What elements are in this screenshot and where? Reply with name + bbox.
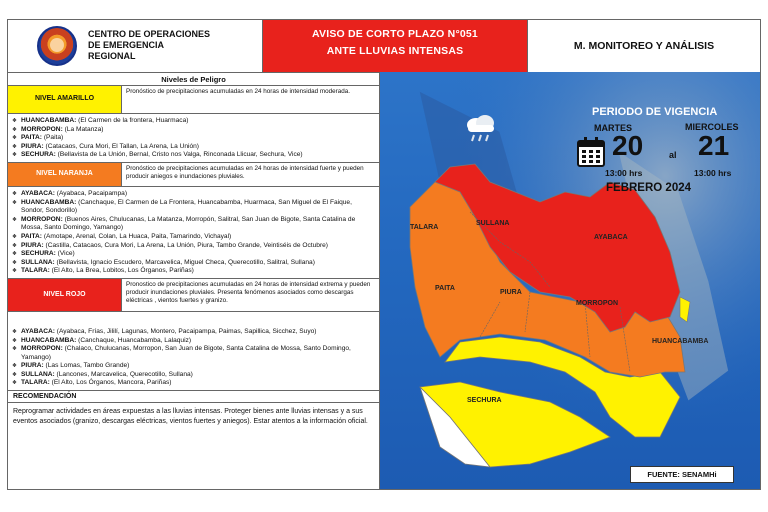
list-item [12,190,375,199]
map-label-piura: PIURA [500,289,522,296]
list-item [12,233,375,242]
start-time: 13:00 hrs [605,168,643,178]
district-list: (Ayabaca, Pacaipampa) [54,189,128,197]
district-list: (Canchaque, El Carmen de La Frontera, Huancabamba, Huarmaca, San Miguel de El Faique, Sondor, Sondorillo) [21,198,352,215]
list-item [12,242,375,251]
alert-subject: ANTE LLUVIAS INTENSAS [326,45,464,57]
orange-locations [8,187,379,278]
level-yellow-name: NIVEL AMARILLO [8,86,122,113]
district-list: (El Carmen de la frontera, Huarmaca) [76,117,189,124]
level-red-description: Pronostico de precipitaciones acumuladas en 24 horas de intensidad extrema y pueden producir inundaciones pluviales. Presenta fenómenos asociados como descargas eléctricas , vientos fuertes y granizo. [122,279,379,311]
district-list: (Vice) [55,250,75,258]
map-zone-yellow-east [680,297,690,322]
province-name: SECHURA: [21,151,56,159]
district-list: (Lancones, Marcavelica, Querecotillo, Sullana) [54,370,193,378]
province-name: TALARA: [21,379,50,387]
level-orange [8,162,379,187]
organization-name [88,29,258,62]
province-name: HUANCABAMBA: [21,198,77,206]
district-list: (Canchaque, Huancabamba, Lalaquiz) [76,336,192,344]
alert-bulletin [7,19,761,490]
district-list: (El Alto, Los Órganos, Mancora, Pariñas) [49,379,172,387]
list-item [12,117,375,126]
start-day-name: MARTES [594,123,632,133]
district-list: (Bellavista, Ignacio Escudero, Marcavelica, Miguel Checa, Querecotillo, Salitral, Sullana) [54,258,315,266]
district-list: (Ayabaca, Frías, Jililí, Lagunas, Montero, Pacaipampa, Paimas, Sapillica, Sicchez, Suyo) [54,327,317,335]
province-name: PAITA: [21,232,42,240]
date-connector: al [669,150,677,160]
map-panel [380,72,760,489]
level-red-name: NIVEL ROJO [8,279,122,311]
province-name: MORROPON: [21,125,63,133]
list-item [12,267,375,276]
map-label-sullana: SULLANA [476,220,510,227]
map-label-ayabaca: AYABACA [594,234,628,241]
list-item [12,134,375,143]
province-name: MORROPON: [21,215,63,223]
list-item [12,379,375,388]
province-name: PIURA: [21,142,44,150]
district-list: (Chalaco, Chulucanas, Morropon, San Juan de Bigote, Santa Catalina de Mossa, Santo Domingo, Yamango) [21,345,351,361]
alert-title [263,20,528,72]
header-organization [8,20,263,72]
org-line: DE EMERGENCIA [88,40,165,50]
district-list: (Las Lomas, Tambo Grande) [43,362,130,370]
level-yellow-description: Pronóstico de precipitaciones acumuladas en 24 horas de intensidad moderada. [122,86,379,113]
province-name: PAITA: [21,134,42,142]
province-name: SECHURA: [21,250,56,258]
map-label-huancabamba: HUANCABAMBA [652,338,709,345]
list-item [12,151,375,160]
district-list: (El Alto, La Brea, Lobitos, Los Órganos, Pariñas) [49,267,194,275]
end-day-name: MIERCOLES [685,122,739,132]
district-list: (Bellavista de La Unión, Bernal, Cristo nos Valga, Rinconada Llicuar, Sechura, Vice) [55,151,303,159]
district-list: (Paita) [42,134,64,142]
list-item [12,216,375,233]
map-label-talara: TALARA [410,224,439,231]
district-list: (Castilla, Catacaos, Cura Mori, La Arena, La Unión, Piura, Tambo Grande, Veintiséis de Octubre) [43,241,328,249]
province-name: MORROPON: [21,345,63,353]
spacer [8,312,379,325]
org-line: REGIONAL [88,51,136,61]
month-year: FEBRERO 2024 [606,182,692,194]
district-list: (Amotape, Arenal, Colan, La Huaca, Paita, Tamarindo, Vichayal) [42,232,232,240]
map-label-paita: PAITA [435,285,455,292]
level-orange-description: Pronóstico de precipitaciones acumuladas en 24 horas de intensidad fuerte y pueden producir aniegos e inundaciones pluviales. [122,163,379,186]
org-line: CENTRO DE OPERACIONES [88,29,211,39]
province-name: HUANCABAMBA: [21,336,77,344]
province-name: AYABACA: [21,189,55,197]
map-label-sechura: SECHURA [467,397,502,404]
recommendation-text: Reprogramar actividades en áreas expuestas a las lluvias intensas. Proteger bienes ante lluvias intensas y a sus eventos asociados (granizo, descargas eléctricas, vientos fuertes y aniegos). Estar atentos a la información oficial. [13,408,368,425]
coer-logo-icon [37,26,77,66]
province-name: SULLANA: [21,370,55,378]
province-name: AYABACA: [21,327,55,335]
province-name: TALARA: [21,267,50,275]
list-item [12,337,375,346]
levels-title: Niveles de Peligro [8,72,379,86]
list-item [12,328,375,337]
district-list: (Catacaos, Cura Mori, El Tallan, La Arena, La Unión) [43,142,199,150]
red-locations [8,325,379,390]
department-label: M. MONITOREO Y ANÁLISIS [528,20,760,72]
district-list: (Buenos Aires, Chulucanas, La Matanza, Morropón, Salitral, San Juan de Bigote, Santa Catalina de Mossa, Santo Domingo, Yamango) [21,215,356,232]
list-item [12,362,375,371]
source-badge: FUENTE: SENAMHi [630,466,734,483]
province-name: HUANCABAMBA: [21,117,77,124]
validity-title: PERIODO DE VIGENCIA [592,106,718,118]
province-name: PIURA: [21,362,44,370]
level-red [8,278,379,312]
list-item [12,143,375,152]
calendar-icon [576,136,606,168]
map-label-morropon: MORROPON [576,300,618,307]
district-list: (La Matanza) [62,125,104,133]
list-item [12,126,375,135]
start-day: 20 [612,130,644,161]
end-day: 21 [698,130,730,161]
province-name: PIURA: [21,241,44,249]
list-item [12,250,375,259]
level-yellow [8,86,379,114]
province-name: SULLANA: [21,258,55,266]
alert-number: AVISO DE CORTO PLAZO N°051 [312,28,478,40]
level-orange-name: NIVEL NARANJA [8,163,122,186]
list-item [12,345,375,362]
end-time: 13:00 hrs [694,168,732,178]
hazard-levels-panel [8,72,380,489]
yellow-locations [8,114,379,162]
recommendation-title: RECOMENDACIÓN [8,390,379,403]
list-item [12,199,375,216]
